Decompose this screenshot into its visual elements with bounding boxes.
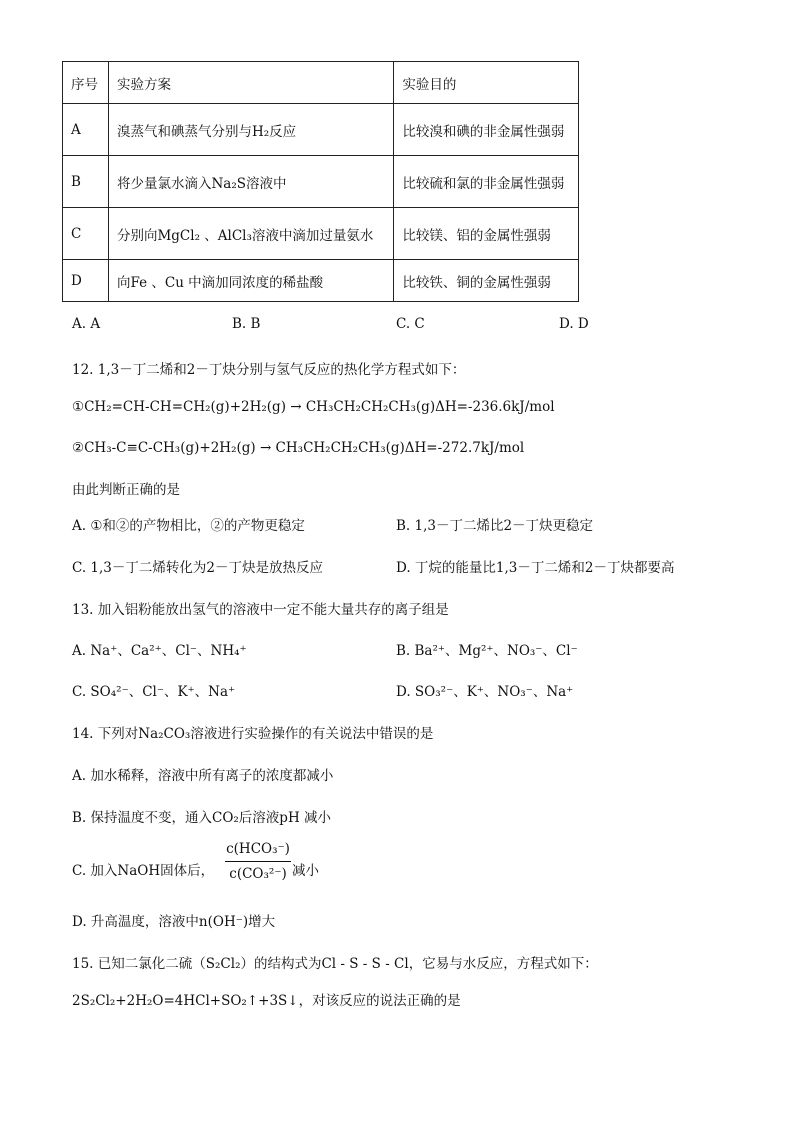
row-plan: 将少量氯水滴入Na₂S溶液中	[108, 156, 393, 208]
q14-option-c-suffix: 减小	[292, 863, 319, 879]
row-purpose: 比较铁、铜的金属性强弱	[394, 260, 579, 302]
q11-option-d: D. D	[559, 316, 589, 332]
q14-stem: 14. 下列对Na₂CO₃溶液进行实验操作的有关说法中错误的是	[72, 726, 434, 742]
row-purpose: 比较硫和氯的非金属性强弱	[394, 156, 579, 208]
q12-option-c: C. 1,3－丁二烯转化为2－丁炔是放热反应	[72, 560, 323, 576]
q13-stem: 13. 加入铝粉能放出氢气的溶液中一定不能大量共存的离子组是	[72, 602, 449, 618]
header-plan: 实验方案	[108, 62, 393, 104]
experiment-table	[62, 61, 579, 302]
q12-equation-2: ②CH₃-C≡C-CH₃(g)+2H₂(g) → CH₃CH₂CH₂CH₃(g)ΔH=-272.7kJ/mol	[72, 440, 525, 456]
row-id: B	[63, 156, 109, 208]
q14-option-d: D. 升高温度，溶液中n(OH⁻)增大	[72, 914, 276, 930]
header-purpose: 实验目的	[394, 62, 579, 104]
row-id: C	[63, 208, 109, 260]
q13-option-d: D. SO₃²⁻、K⁺、NO₃⁻、Na⁺	[396, 684, 574, 700]
q13-option-a: A. Na⁺、Ca²⁺、Cl⁻、NH₄⁺	[72, 643, 247, 659]
q13-option-c: C. SO₄²⁻、Cl⁻、K⁺、Na⁺	[72, 684, 236, 700]
q11-option-a: A. A	[72, 316, 101, 332]
row-id: D	[63, 260, 109, 302]
q11-option-b: B. B	[232, 316, 261, 332]
table-row	[63, 208, 579, 260]
q13-option-b: B. Ba²⁺、Mg²⁺、NO₃⁻、Cl⁻	[396, 643, 578, 659]
q12-option-d: D. 丁烷的能量比1,3－丁二烯和2－丁炔都要高	[396, 560, 675, 576]
q14-option-c-prefix: C. 加入NaOH固体后，	[72, 863, 215, 879]
table-row	[63, 104, 579, 156]
row-plan: 溴蒸气和碘蒸气分别与H₂反应	[108, 104, 393, 156]
q12-option-b: B. 1,3－丁二烯比2－丁炔更稳定	[396, 518, 594, 534]
table-header-row	[63, 62, 579, 104]
row-plan: 向Fe 、Cu 中滴加同浓度的稀盐酸	[108, 260, 393, 302]
fraction-numerator: c(HCO₃⁻)	[226, 841, 290, 857]
q14-option-b: B. 保持温度不变，通入CO₂后溶液pH 减小	[72, 810, 332, 826]
row-id: A	[63, 104, 109, 156]
q12-prompt: 由此判断正确的是	[72, 482, 180, 498]
q12-equation-1: ①CH₂=CH-CH=CH₂(g)+2H₂(g) → CH₃CH₂CH₂CH₃(g)ΔH=-236.6kJ/mol	[72, 399, 555, 415]
row-purpose: 比较镁、铝的金属性强弱	[394, 208, 579, 260]
q12-stem: 12. 1,3－丁二烯和2－丁炔分别与氢气反应的热化学方程式如下：	[72, 362, 466, 378]
header-id: 序号	[63, 62, 109, 104]
q11-option-c: C. C	[396, 316, 425, 332]
q15-stem: 15. 已知二氯化二硫（S₂Cl₂）的结构式为Cl - S - S - Cl，它易与水反应，方程式如下：	[72, 956, 598, 972]
row-purpose: 比较溴和碘的非金属性强弱	[394, 104, 579, 156]
table-row	[63, 260, 579, 302]
q12-option-a: A. ①和②的产物相比，②的产物更稳定	[72, 518, 305, 534]
table-row	[63, 156, 579, 208]
fraction-bar	[225, 861, 291, 862]
q14-option-a: A. 加水稀释，溶液中所有离子的浓度都减小	[72, 768, 334, 784]
q14-option-c-fraction	[225, 838, 291, 885]
q15-equation: 2S₂Cl₂+2H₂O=4HCl+SO₂↑+3S↓，对该反应的说法正确的是	[72, 993, 461, 1009]
row-plan: 分别向MgCl₂ 、AlCl₃溶液中滴加过量氨水	[108, 208, 393, 260]
fraction-denominator: c(CO₃²⁻)	[229, 866, 287, 882]
